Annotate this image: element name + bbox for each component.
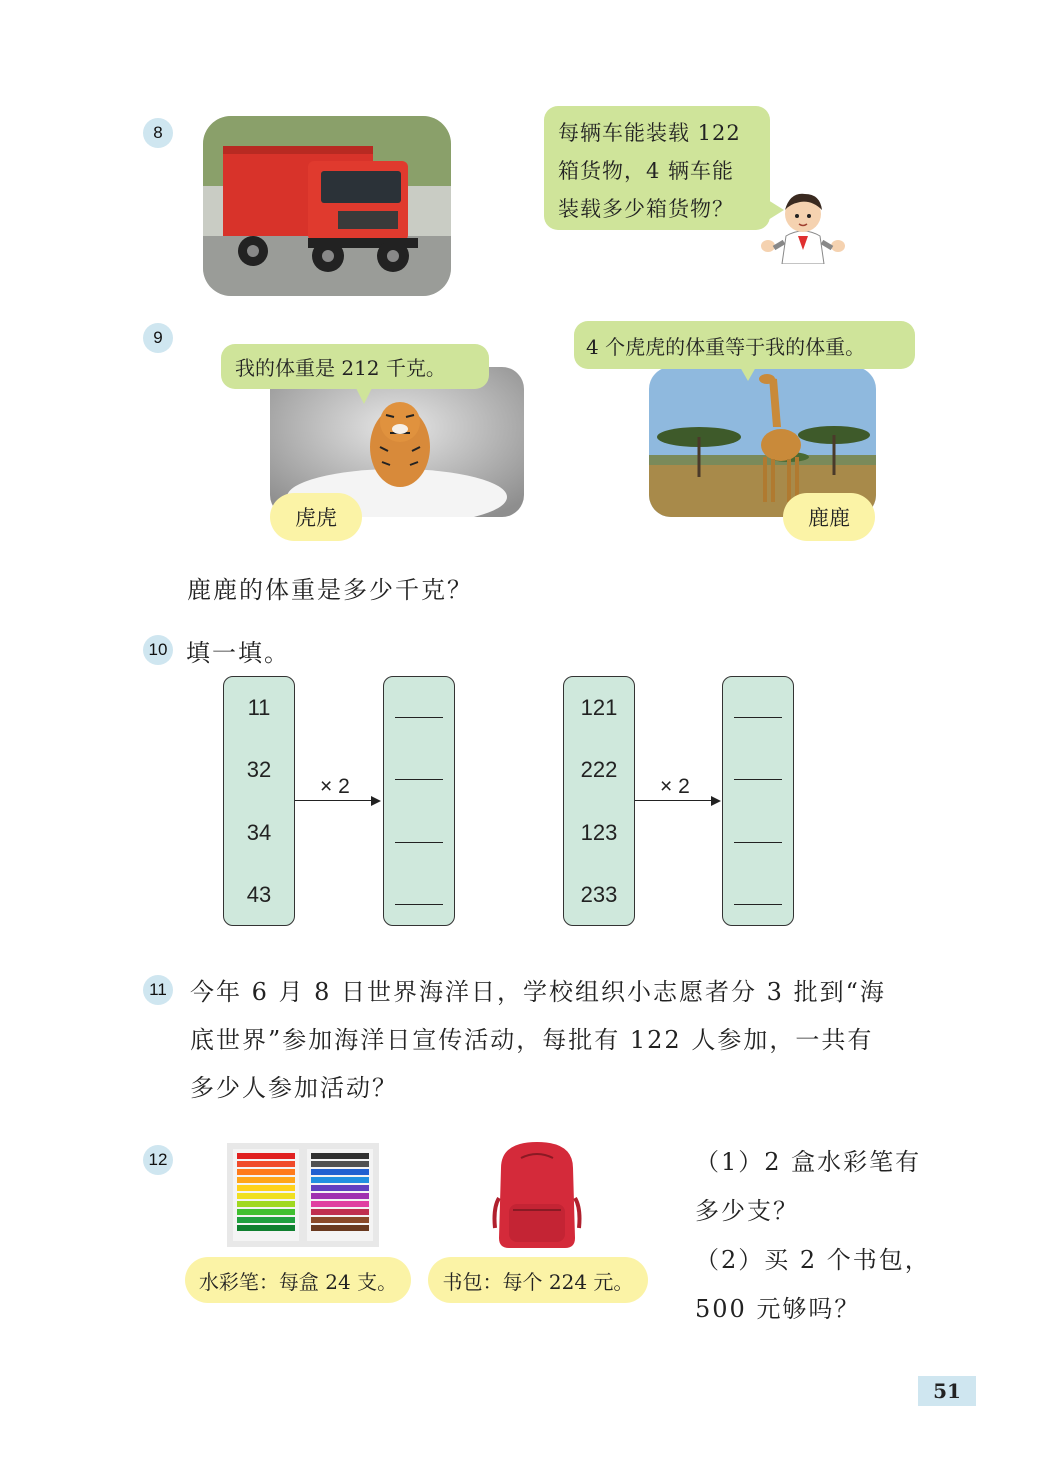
bubble-tail [356,388,372,404]
giraffe-name: 鹿鹿 [808,506,850,530]
page-number-text: 51 [933,1379,961,1403]
tiger-bubble-text: 我的体重是 212 千克。 [235,356,446,380]
input-value: 121 [580,695,618,720]
q11-line: 底世界”参加海洋日宣传活动，每批有 122 人参加，一共有 [190,1026,874,1054]
answer-blank[interactable] [734,779,782,780]
bag-price-tag [428,1257,648,1303]
arrow-head-icon [371,796,381,806]
q12-line: （1）2 盒水彩笔有 [695,1148,922,1176]
input-value: 32 [246,757,272,782]
q11-text [190,968,950,1112]
giraffe-bubble-text: 4 个虎虎的体重等于我的体重。 [586,334,866,359]
q10-left-answer-column [383,676,455,926]
q10-right-input-column [563,676,635,926]
tiger-name-tag [270,493,362,541]
q12-line: 多少支？ [695,1197,799,1225]
q10-right-arrow [635,800,713,801]
q10-right-answer-column [722,676,794,926]
q8-bubble-line: 箱货物，4 辆车能 [558,159,735,183]
question-number-11: 11 [143,975,173,1005]
q10-title: 填一填。 [186,639,290,667]
question-number-9: 9 [143,323,173,353]
input-value: 222 [580,757,618,782]
question-number-10: 10 [143,635,173,665]
arrow-head-icon [711,796,721,806]
truck-photo [203,116,451,296]
answer-blank[interactable] [395,842,443,843]
q9-question: 鹿鹿的体重是多少千克？ [187,576,473,604]
tiger-name: 虎虎 [295,506,337,530]
q11-line: 今年 6 月 8 日世界海洋日，学校组织小志愿者分 3 批到“海 [190,978,886,1006]
bag-price-text: 书包：每个 224 元。 [442,1269,634,1294]
question-number-12: 12 [143,1145,173,1175]
pens-price-tag [185,1257,411,1303]
q11-line: 多少人参加活动？ [190,1074,398,1102]
page-number [918,1376,976,1406]
answer-blank[interactable] [395,904,443,905]
q10-left-arrow [295,800,373,801]
input-value: 43 [246,882,272,907]
input-value: 11 [247,695,271,720]
tiger-speech-bubble [221,344,489,389]
backpack-photo [491,1138,583,1250]
answer-blank[interactable] [734,904,782,905]
watercolor-pens-photo [227,1143,379,1247]
q12-subquestions [695,1138,995,1334]
giraffe-speech-bubble [574,321,915,369]
q8-bubble-line: 装载多少箱货物？ [558,197,734,221]
pens-price-text: 水彩笔：每盒 24 支。 [198,1269,398,1294]
answer-blank[interactable] [734,717,782,718]
question-number-8: 8 [143,118,173,148]
input-value: 233 [580,882,618,907]
q10-left-input-column [223,676,295,926]
giraffe-name-tag [783,493,875,541]
boy-illustration [760,186,846,264]
bubble-tail [740,367,756,381]
q10-right-operator: × 2 [660,775,690,798]
q12-line: （2）买 2 个书包， [695,1246,931,1274]
input-value: 123 [580,820,618,845]
input-value: 34 [246,820,272,845]
q12-line: 500 元够吗？ [695,1295,861,1323]
q8-bubble-line: 每辆车能装载 122 [558,121,741,145]
answer-blank[interactable] [734,842,782,843]
q8-speech-bubble [544,106,770,230]
answer-blank[interactable] [395,717,443,718]
answer-blank[interactable] [395,779,443,780]
q10-left-operator: × 2 [320,775,350,798]
